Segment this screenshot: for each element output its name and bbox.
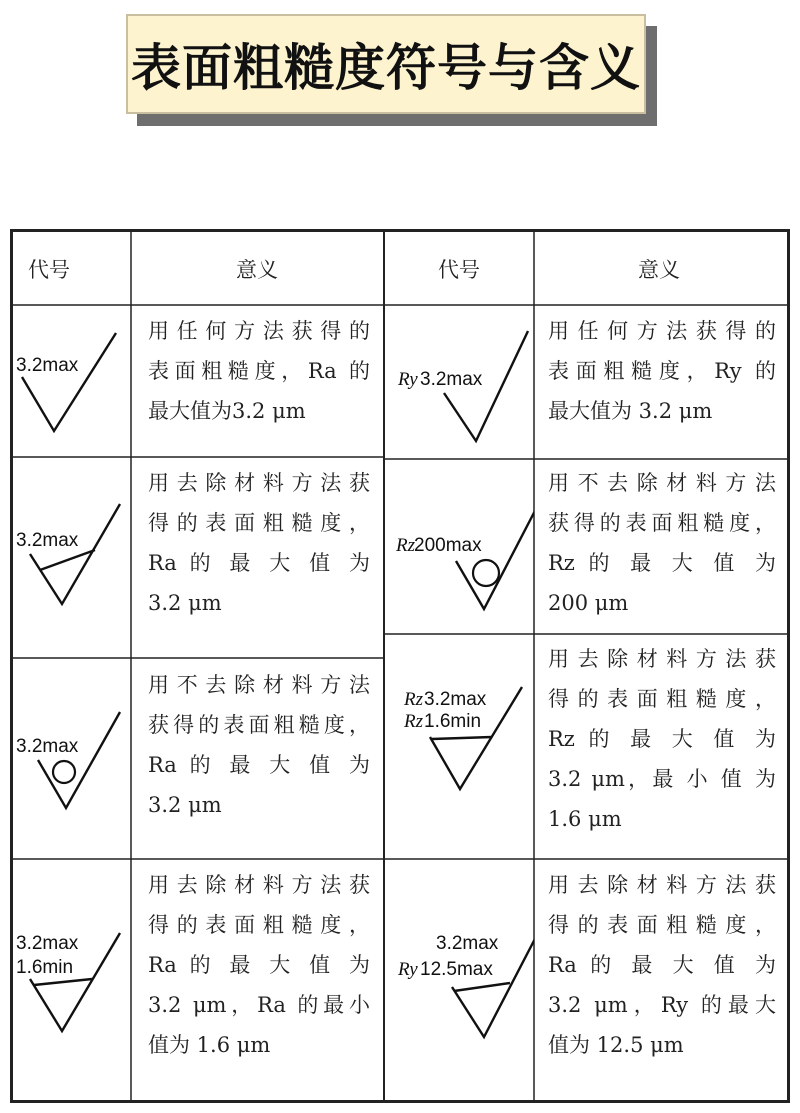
title-banner bbox=[126, 14, 646, 114]
symbol-label: Rz bbox=[396, 535, 415, 556]
symbol-label: Ry bbox=[398, 369, 418, 390]
svg-text:Ry: Ry bbox=[398, 959, 418, 980]
header-meaning-right: 意义 bbox=[638, 258, 680, 282]
meaning-left-3: 用不去除材料方法 获得的表面粗糙度， Ra 的 最 大 值 为 3.2 μm bbox=[148, 673, 370, 817]
svg-text:Rz: Rz bbox=[404, 689, 423, 710]
header-code-right: 代号 bbox=[438, 258, 480, 282]
symbol-label: 3.2max bbox=[16, 355, 79, 376]
header-meaning-left: 意义 bbox=[236, 258, 278, 282]
symbol-label: 3.2max bbox=[16, 736, 79, 757]
meaning-left-2: 用去除材料方法获 得的表面粗糙度， Ra 的 最 大 值 为 3.2 μm bbox=[148, 471, 370, 615]
roughness-symbol-rz-range bbox=[384, 669, 534, 819]
symbol-label-ry: 12.5max bbox=[420, 959, 493, 980]
meaning-right-3: 用去除材料方法获 得的表面粗糙度， Rz 的 最 大 值 为 3.2 μm，最 小 值 为 1.6 μm bbox=[548, 647, 776, 831]
symbol-label-min: 1.6min bbox=[424, 711, 482, 732]
symbol-label-min: 1.6min bbox=[16, 957, 74, 978]
roughness-symbol-ra-ry-range bbox=[384, 919, 534, 1069]
page-title: 表面粗糙度符号与含义 bbox=[131, 39, 641, 97]
symbol-label-value: 200max bbox=[414, 535, 482, 556]
roughness-table bbox=[10, 229, 790, 1103]
roughness-symbol-removal-range bbox=[10, 889, 131, 1039]
symbol-label-max: 3.2max bbox=[16, 933, 79, 954]
meaning-right-4: 用去除材料方法获 得的表面粗糙度， Ra 的 最 大 值 为 3.2 μm，Ry 的最大 值为 12.5 μm bbox=[548, 873, 776, 1057]
symbol-label-max: 3.2max bbox=[436, 933, 499, 954]
header-code-left: 代号 bbox=[28, 258, 70, 282]
meaning-right-1: 用任何方法获得的 表面粗糙度，Ry 的 最大值为 3.2 μm bbox=[548, 319, 776, 423]
meaning-left-4: 用去除材料方法获 得的表面粗糙度， Ra 的 最 大 值 为 3.2 μm，Ra 的最小 值为 1.6 μm bbox=[148, 873, 370, 1057]
roughness-symbol-rz-no-removal bbox=[384, 499, 534, 629]
roughness-symbol-ry-any bbox=[384, 319, 534, 454]
symbol-label-max: 3.2max bbox=[424, 689, 487, 710]
meaning-left-1: 用任何方法获得的 表面粗糙度，Ra 的 最大值为3.2 μm bbox=[148, 319, 370, 423]
symbol-label: 3.2max bbox=[16, 530, 79, 551]
roughness-symbol-no-removal bbox=[10, 684, 131, 824]
roughness-symbol-any-method bbox=[10, 319, 131, 449]
svg-text:Rz: Rz bbox=[404, 711, 423, 732]
symbol-label-value: 3.2max bbox=[420, 369, 483, 390]
roughness-symbol-material-removal bbox=[10, 474, 131, 614]
meaning-right-2: 用不去除材料方法 获得的表面粗糙度， Rz 的 最 大 值 为 200 μm bbox=[548, 471, 776, 615]
